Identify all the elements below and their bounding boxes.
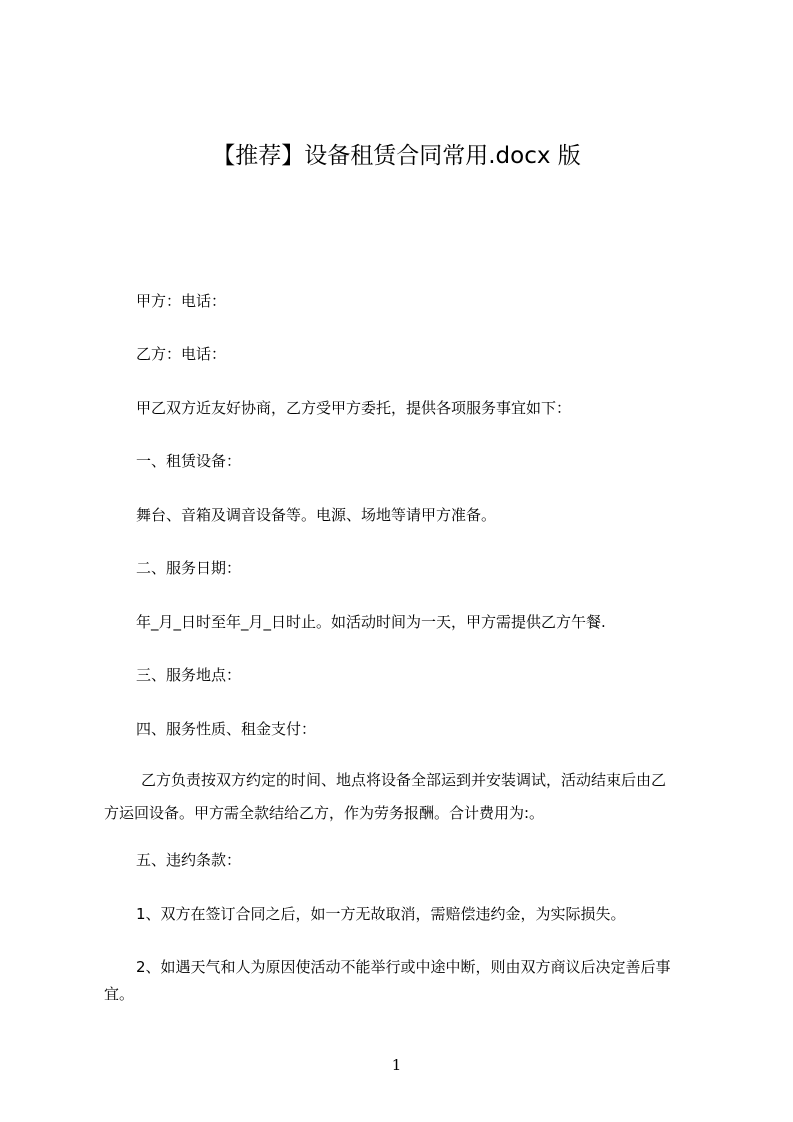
section4-body-line1: 乙方负责按双方约定的时间、地点将设备全部运到并安装调试，活动结束后由乙 <box>141 771 667 789</box>
section4-body <box>104 766 724 828</box>
party-a-line: 甲方：电话： <box>136 292 227 310</box>
section5-heading: 五、违约条款： <box>136 851 242 869</box>
clause-2-line2: 宜。 <box>104 985 135 1003</box>
section2-heading: 二、服务日期： <box>136 559 242 577</box>
section1-body: 舞台、音箱及调音设备等。电源、场地等请甲方准备。 <box>136 506 497 524</box>
clause-1: 1、双方在签订合同之后，如一方无故取消，需赔偿违约金，为实际损失。 <box>136 905 626 923</box>
section4-body-line2: 方运回设备。甲方需全款结给乙方，作为劳务报酬。合计费用为:。 <box>104 804 545 822</box>
clause-2-line1: 2、如遇天气和人为原因使活动不能举行或中途中断，则由双方商议后决定善后事 <box>136 958 671 976</box>
document-title: 【推荐】设备租赁合同常用.docx 版 <box>212 143 581 169</box>
section1-heading: 一、租赁设备： <box>136 452 242 470</box>
section3-heading: 三、服务地点： <box>136 666 242 684</box>
clause-2 <box>104 953 724 1009</box>
party-b-line: 乙方：电话： <box>136 345 227 363</box>
section2-body: 年_月_日时至年_月_日时止。如活动时间为一天，甲方需提供乙方午餐. <box>136 613 606 631</box>
section4-heading: 四、服务性质、租金支付： <box>136 720 317 738</box>
intro-paragraph: 甲乙双方近友好协商，乙方受甲方委托，提供各项服务事宜如下： <box>136 399 572 417</box>
page-number: 1 <box>391 1056 402 1074</box>
